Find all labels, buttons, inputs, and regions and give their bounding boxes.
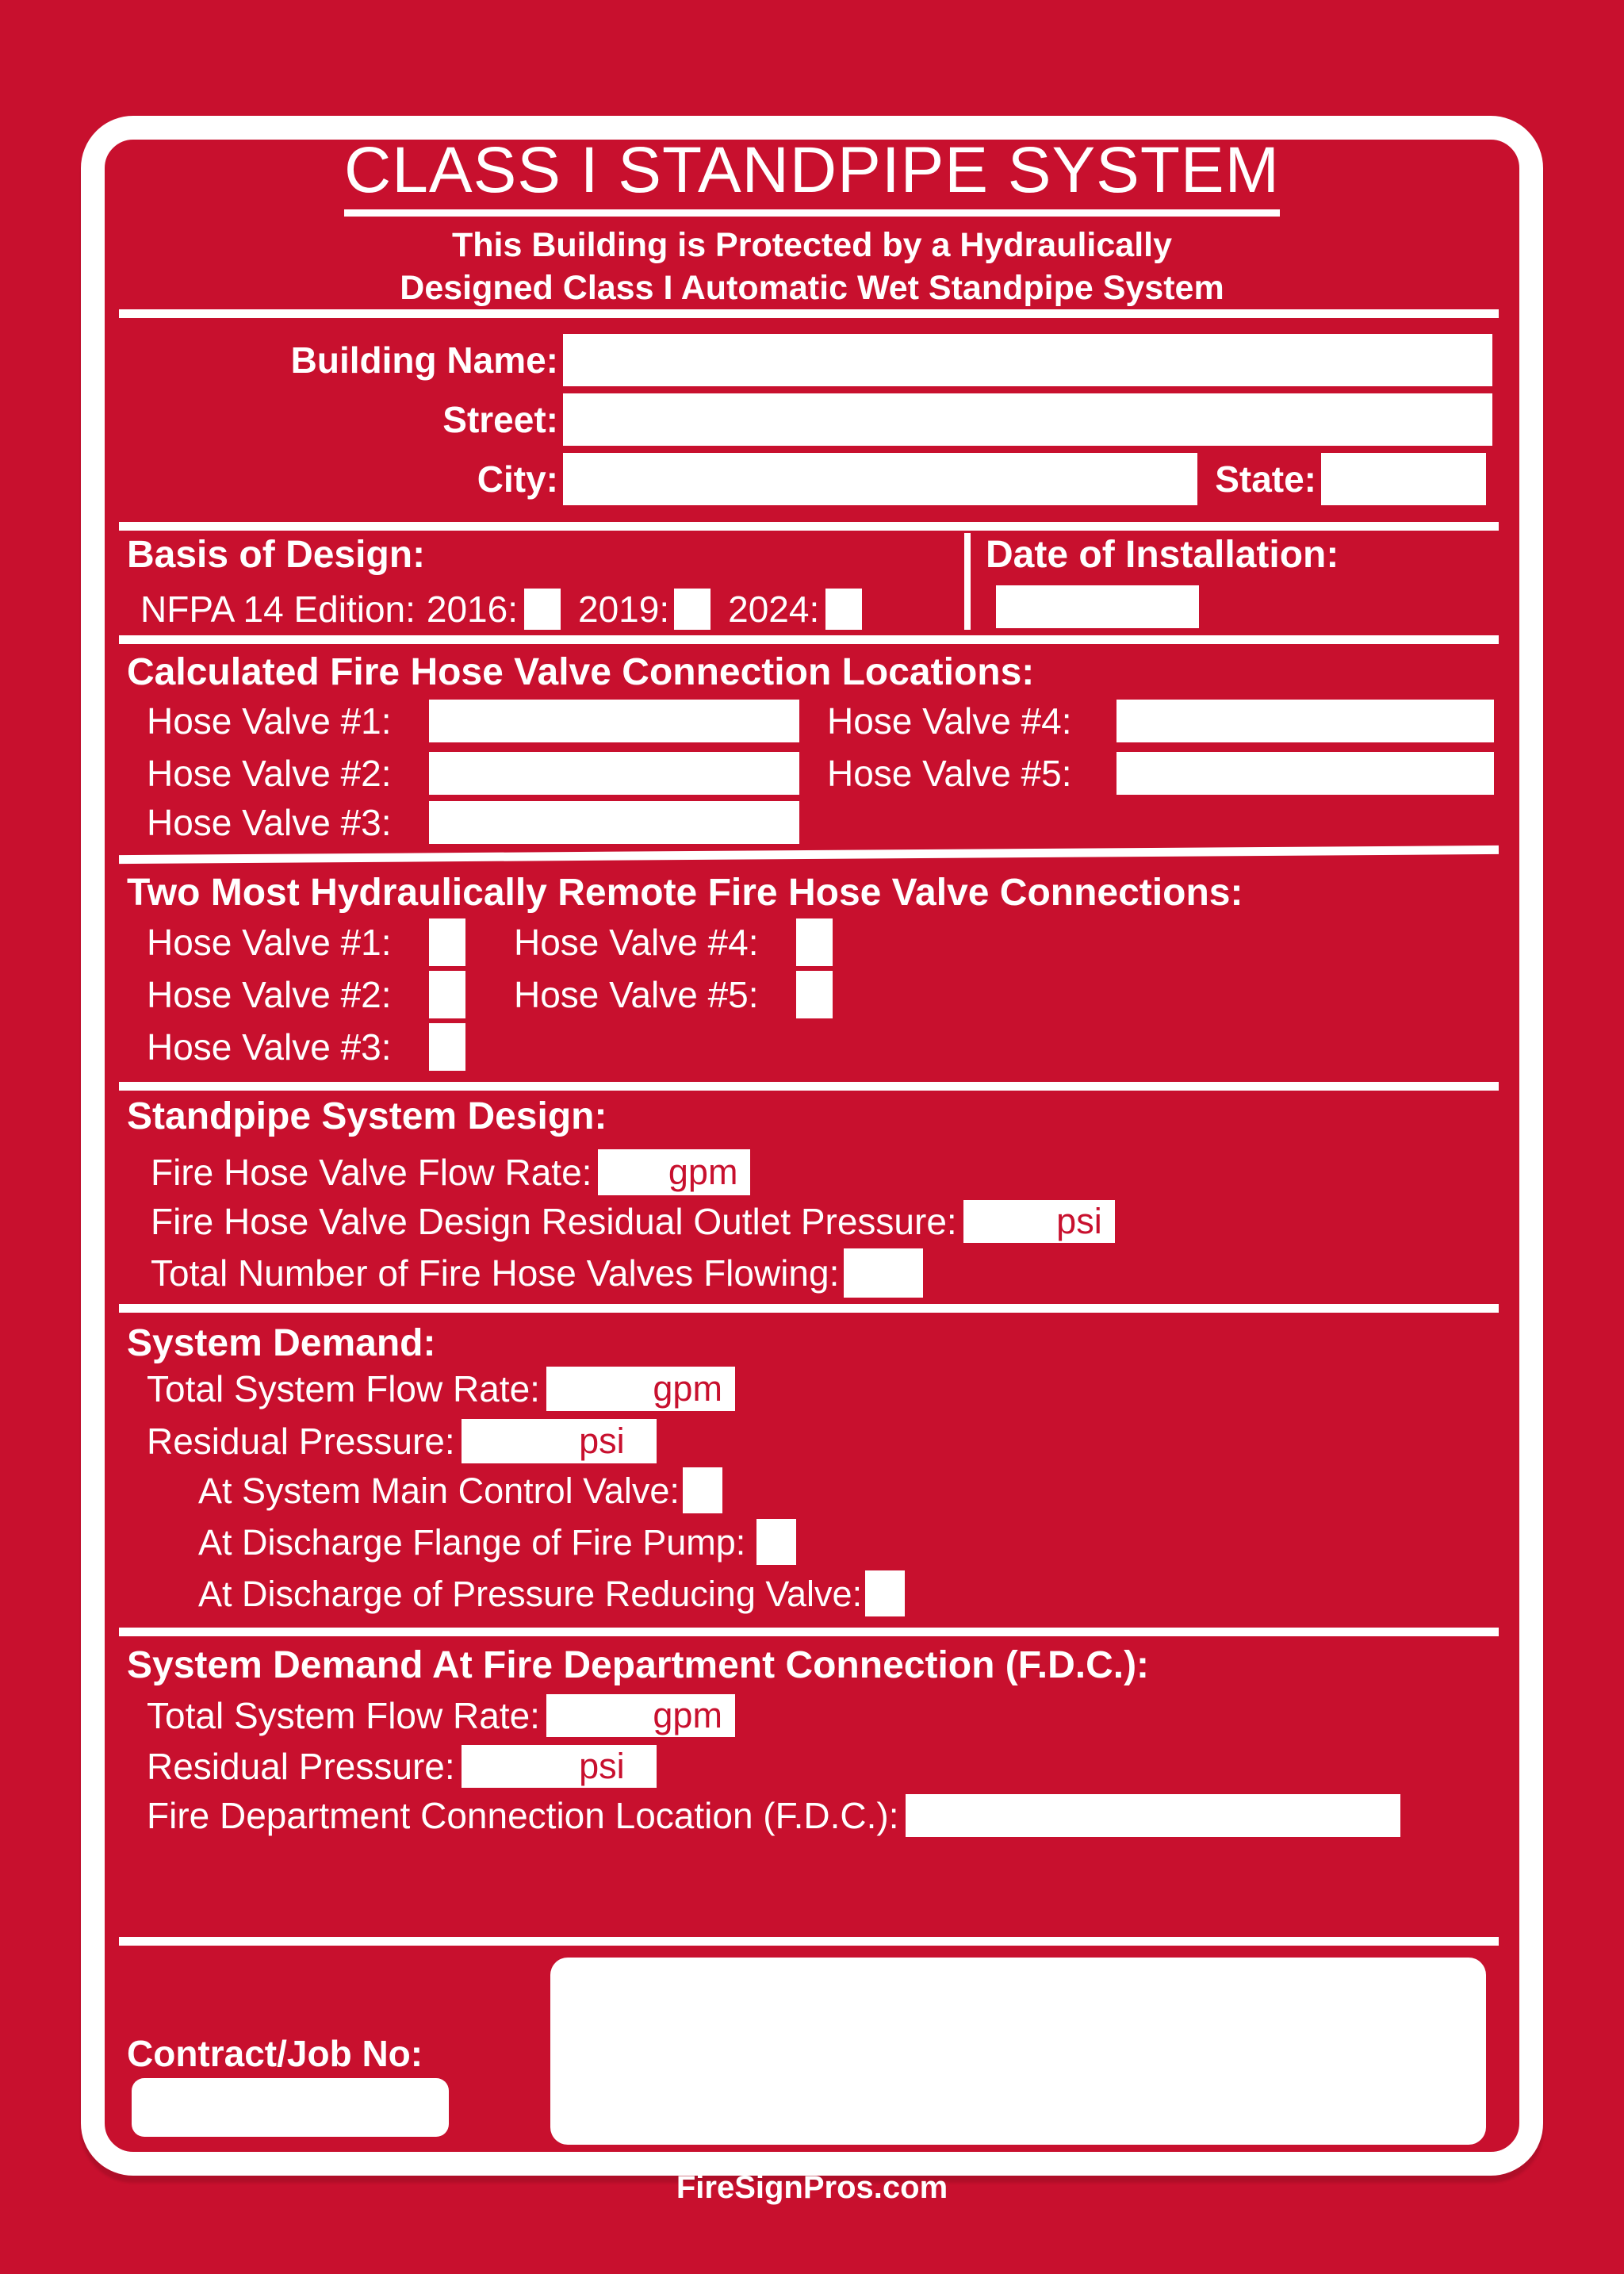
fire-pump-flange-row [198, 1519, 796, 1565]
subtitle [106, 224, 1518, 309]
building-name-row [106, 334, 1492, 386]
notes-field[interactable] [550, 1958, 1486, 2145]
demand-flow-rate-label: Total System Flow Rate: [147, 1368, 540, 1409]
valves-flowing-row [151, 1248, 923, 1298]
nfpa-edition-label: NFPA 14 Edition: [140, 589, 416, 630]
city-label: City: [477, 458, 558, 500]
calc-hose-valve-4-field[interactable] [1116, 700, 1494, 742]
psi-unit-label: psi [1056, 1201, 1102, 1241]
pressure-reducing-valve-row [198, 1570, 905, 1616]
calc-hose-valve-2-row [147, 752, 799, 795]
main-control-valve-label: At System Main Control Valve: [198, 1470, 680, 1511]
fdc-flow-rate-field[interactable] [546, 1694, 735, 1737]
calc-hose-valve-3-field[interactable] [429, 801, 799, 844]
subtitle-line1: This Building is Protected by a Hydraulically [452, 226, 1172, 264]
fdc-location-row [147, 1794, 1400, 1837]
edition-2016-checkbox[interactable] [524, 589, 561, 630]
section-divider [119, 1082, 1499, 1091]
contract-job-field[interactable] [132, 2078, 449, 2137]
fdc-flow-rate-label: Total System Flow Rate: [147, 1695, 540, 1736]
remote-hose-valve-1-row [147, 918, 465, 966]
remote-hose-valve-5-field[interactable] [796, 971, 833, 1018]
calc-hose-valve-4-row [827, 700, 1494, 742]
remote-hose-valve-3-row [147, 1023, 465, 1071]
calculated-locations-heading: Calculated Fire Hose Valve Connection Locations: [127, 651, 1035, 693]
fdc-residual-pressure-field[interactable] [462, 1745, 657, 1788]
hose-valve-1-label: Hose Valve #1: [147, 922, 392, 963]
fdc-location-label: Fire Department Connection Location (F.D.C.): [147, 1795, 899, 1836]
valve-flow-rate-row [151, 1149, 750, 1195]
footer-brand: FireSignPros.com [676, 2170, 948, 2205]
hose-valve-2-label: Hose Valve #2: [147, 974, 392, 1015]
valve-flow-rate-field[interactable] [598, 1149, 750, 1195]
basis-of-design-heading: Basis of Design: [127, 534, 426, 576]
contract-job-label: Contract/Job No: [127, 2033, 423, 2074]
main-control-valve-field[interactable] [683, 1467, 722, 1513]
demand-residual-pressure-field[interactable] [462, 1419, 657, 1463]
hose-valve-1-label: Hose Valve #1: [147, 700, 392, 742]
remote-hose-valve-2-row [147, 971, 465, 1018]
demand-residual-pressure-row [147, 1419, 657, 1463]
street-field[interactable] [563, 393, 1492, 446]
remote-hose-valve-4-row [514, 918, 833, 966]
edition-2019-label: 2019: [578, 589, 670, 630]
pressure-reducing-valve-label: At Discharge of Pressure Reducing Valve: [198, 1573, 863, 1614]
main-control-valve-row [198, 1467, 722, 1513]
psi-unit-label: psi [579, 1746, 625, 1786]
edition-2019-checkbox[interactable] [674, 589, 710, 630]
edition-2024-checkbox[interactable] [825, 589, 862, 630]
valve-outlet-pressure-label: Fire Hose Valve Design Residual Outlet Pressure: [151, 1201, 957, 1242]
title-block [106, 134, 1518, 217]
city-state-row [106, 453, 1486, 505]
state-label: State: [1215, 458, 1316, 500]
calc-hose-valve-1-field[interactable] [429, 700, 799, 742]
valves-flowing-field[interactable] [844, 1248, 923, 1298]
hose-valve-3-label: Hose Valve #3: [147, 802, 392, 843]
section-divider [119, 309, 1499, 318]
state-field[interactable] [1321, 453, 1486, 505]
hose-valve-4-label: Hose Valve #4: [514, 922, 759, 963]
standpipe-design-heading: Standpipe System Design: [127, 1095, 607, 1137]
gpm-unit-label: gpm [653, 1368, 722, 1409]
subtitle-line2: Designed Class I Automatic Wet Standpipe System [400, 269, 1224, 307]
fdc-flow-rate-row [147, 1694, 735, 1737]
section-divider [119, 635, 1499, 644]
fire-pump-flange-label: At Discharge Flange of Fire Pump: [198, 1521, 746, 1563]
remote-hose-valve-4-field[interactable] [796, 918, 833, 966]
pressure-reducing-valve-field[interactable] [865, 1570, 905, 1616]
demand-flow-rate-row [147, 1367, 735, 1411]
demand-residual-pressure-label: Residual Pressure: [147, 1421, 455, 1462]
street-label: Street: [442, 399, 558, 440]
section-divider [119, 1304, 1499, 1313]
installation-date-field[interactable] [996, 585, 1199, 628]
nfpa-edition-row [140, 589, 862, 630]
vertical-divider [964, 533, 971, 630]
street-row [106, 393, 1492, 446]
calc-hose-valve-2-field[interactable] [429, 752, 799, 795]
hose-valve-5-label: Hose Valve #5: [827, 753, 1072, 794]
hose-valve-5-label: Hose Valve #5: [514, 974, 759, 1015]
section-divider [119, 522, 1499, 531]
calc-hose-valve-5-row [827, 752, 1494, 795]
edition-2016-label: 2016: [426, 589, 519, 630]
building-name-label: Building Name: [290, 339, 558, 381]
system-demand-heading: System Demand: [127, 1322, 436, 1364]
valve-outlet-pressure-row [151, 1200, 1115, 1243]
fdc-demand-heading: System Demand At Fire Department Connection (F.D.C.): [127, 1644, 1150, 1686]
valves-flowing-label: Total Number of Fire Hose Valves Flowing: [151, 1252, 840, 1294]
remote-connections-heading: Two Most Hydraulically Remote Fire Hose Valve Connections: [127, 872, 1243, 914]
gpm-unit-label: gpm [668, 1152, 738, 1192]
building-name-field[interactable] [563, 334, 1492, 386]
fdc-residual-pressure-row [147, 1745, 657, 1788]
page-title: CLASS I STANDPIPE SYSTEM [344, 138, 1280, 217]
fire-pump-flange-field[interactable] [756, 1519, 796, 1565]
valve-outlet-pressure-field[interactable] [963, 1200, 1115, 1243]
gpm-unit-label: gpm [653, 1695, 722, 1735]
demand-flow-rate-field[interactable] [546, 1367, 735, 1411]
remote-hose-valve-3-field[interactable] [429, 1023, 465, 1071]
edition-2024-label: 2024: [728, 589, 820, 630]
fdc-residual-pressure-label: Residual Pressure: [147, 1746, 455, 1787]
valve-flow-rate-label: Fire Hose Valve Flow Rate: [151, 1152, 592, 1193]
hose-valve-3-label: Hose Valve #3: [147, 1026, 392, 1068]
city-field[interactable] [563, 453, 1197, 505]
remote-hose-valve-5-row [514, 971, 833, 1018]
remote-hose-valve-2-field[interactable] [429, 971, 465, 1018]
fdc-location-field[interactable] [906, 1794, 1400, 1837]
hose-valve-2-label: Hose Valve #2: [147, 753, 392, 794]
section-divider [119, 1937, 1499, 1946]
calc-hose-valve-5-field[interactable] [1116, 752, 1494, 795]
calc-hose-valve-3-row [147, 801, 799, 844]
date-of-installation-heading: Date of Installation: [986, 534, 1339, 576]
calc-hose-valve-1-row [147, 700, 799, 742]
section-divider [119, 1628, 1499, 1636]
psi-unit-label: psi [579, 1421, 625, 1461]
hose-valve-4-label: Hose Valve #4: [827, 700, 1072, 742]
remote-hose-valve-1-field[interactable] [429, 918, 465, 966]
